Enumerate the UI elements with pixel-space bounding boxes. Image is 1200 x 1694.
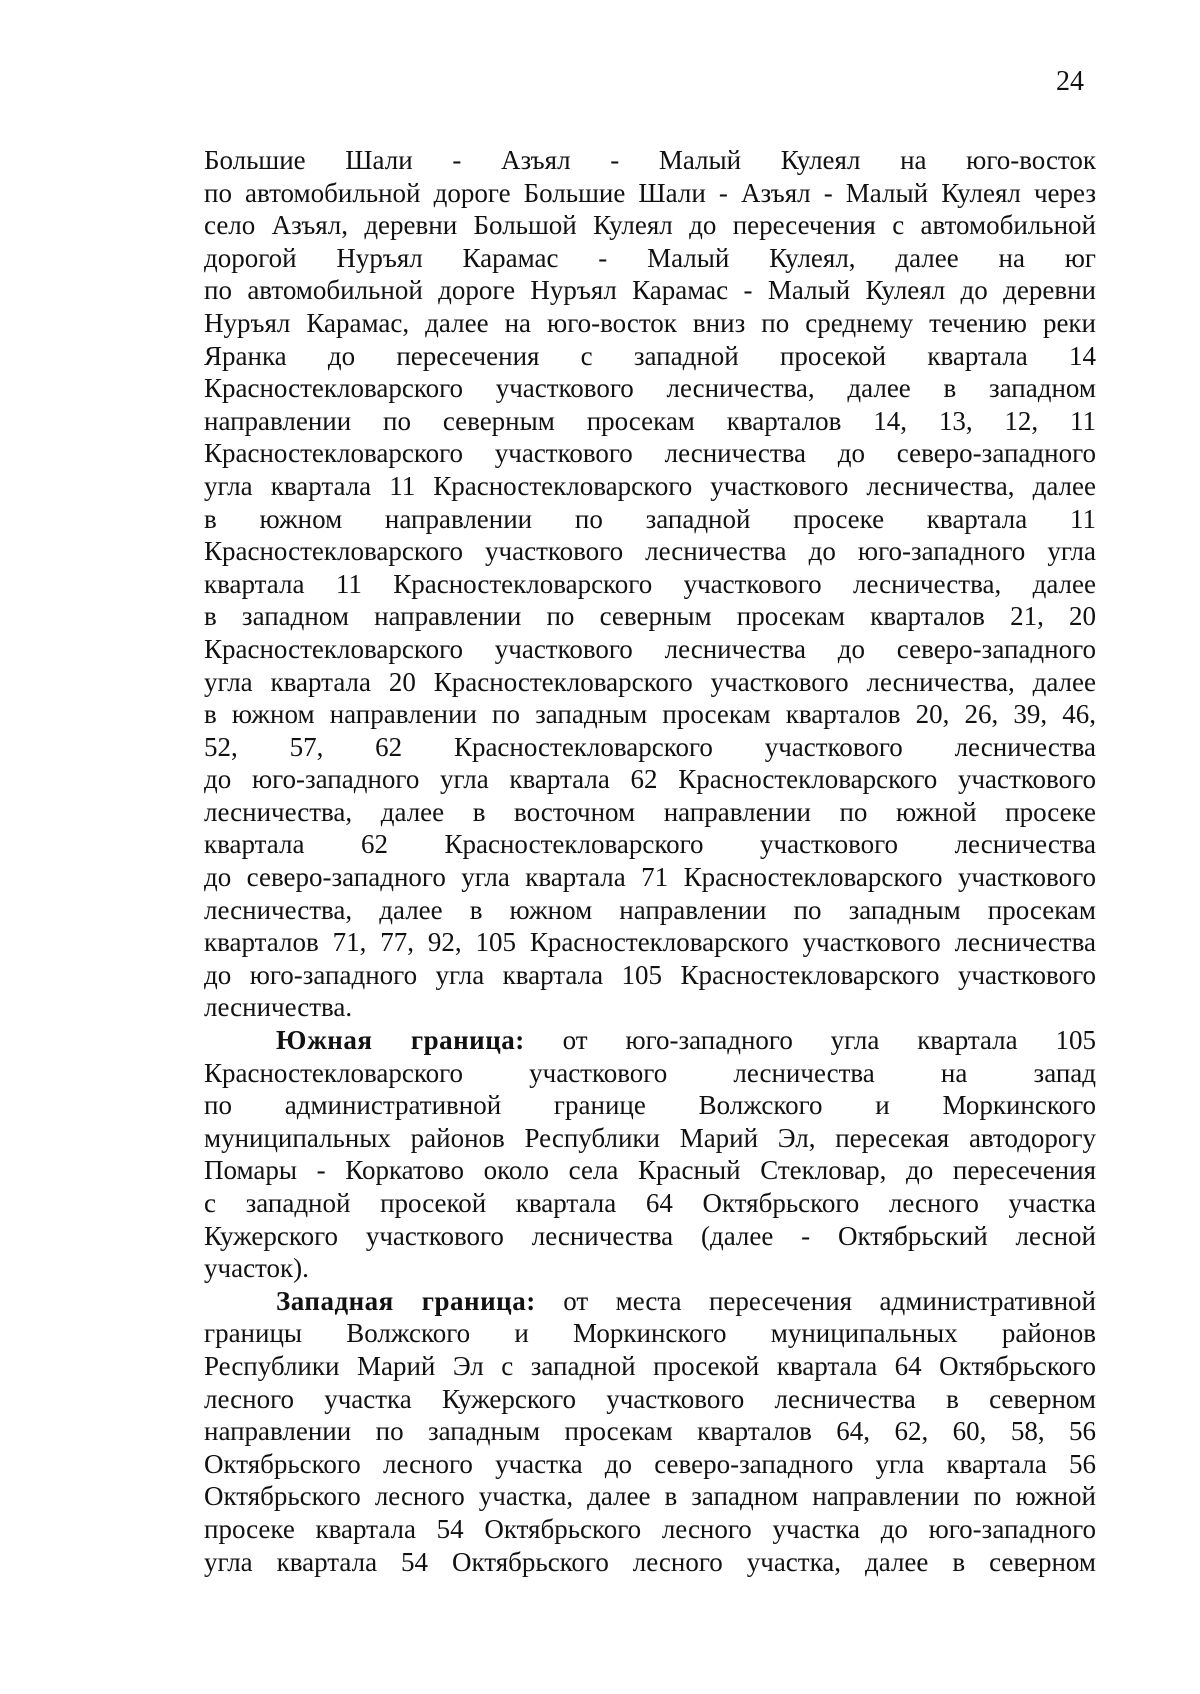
text-line: угла квартала 20 Красностекловарского участкового лесничества, далее: [204, 666, 1096, 697]
west-boundary-first-line: от места пересечения административной: [563, 1285, 1096, 1316]
paragraph-north-east-continuation: [204, 144, 1096, 1024]
paragraph-west-boundary: [204, 1285, 1096, 1578]
text-line: кварталов 71, 77, 92, 105 Красностекловарского участкового лесничества: [204, 927, 1096, 958]
text-line: просеке квартала 54 Октябрьского лесного участка до юго-западного: [204, 1513, 1096, 1544]
text-line: по автомобильной дороге Большие Шали - Азъял - Малый Кулеял через: [204, 177, 1096, 208]
text-line: Красностекловарского участкового лесничества, далее в западном: [204, 373, 1096, 404]
text-line: Октябрьского лесного участка до северо-западного угла квартала 56: [204, 1448, 1096, 1479]
text-line: [204, 1024, 1096, 1057]
text-line: по автомобильной дороге Нуръял Карамас - Малый Кулеял до деревни: [204, 275, 1096, 306]
text-line: Октябрьского лесного участка, далее в западном направлении по южной: [204, 1481, 1096, 1512]
text-line: муниципальных районов Республики Марий Эл, пересекая автодорогу: [204, 1122, 1096, 1153]
text-line: по административной границе Волжского и Моркинского: [204, 1090, 1096, 1121]
west-boundary-heading: Западная граница:: [276, 1285, 536, 1316]
text-line: Красностекловарского участкового лесничества до северо-западного: [204, 438, 1096, 469]
paragraph-south-boundary: [204, 1024, 1096, 1285]
text-line: в южном направлении по западным просекам кварталов 20, 26, 39, 46,: [204, 699, 1096, 730]
text-line: до юго-западного угла квартала 105 Красностекловарского участкового: [204, 959, 1096, 990]
text-line: лесного участка Кужерского участкового лесничества в северном: [204, 1383, 1096, 1414]
text-line: Красностекловарского участкового лесничества до северо-западного: [204, 633, 1096, 664]
page-number: 24: [1056, 66, 1084, 97]
text-line: лесничества, далее в восточном направлении по южной просеке: [204, 796, 1096, 827]
text-line: 52, 57, 62 Красностекловарского участкового лесничества: [204, 731, 1096, 762]
text-line: границы Волжского и Моркинского муниципальных районов: [204, 1318, 1096, 1349]
text-line: с западной просекой квартала 64 Октябрьского лесного участка: [204, 1188, 1096, 1218]
text-line: направлении по западным просекам кварталов 64, 62, 60, 58, 56: [204, 1416, 1096, 1447]
document-body: [204, 144, 1096, 1578]
text-line: Красностекловарского участкового лесничества до юго-западного угла: [204, 536, 1096, 567]
text-line: Кужерского участкового лесничества (далее - Октябрьский лесной: [204, 1220, 1096, 1251]
text-line: лесничества.: [204, 992, 353, 1023]
text-line: [204, 1285, 1096, 1318]
text-line: Помары - Коркатово около села Красный Стекловар, до пересечения: [204, 1155, 1096, 1186]
south-boundary-heading: Южная граница:: [276, 1025, 525, 1056]
text-line: Большие Шали - Азъял - Малый Кулеял на юго-восток: [204, 145, 1096, 175]
text-line: до юго-западного угла квартала 62 Красностекловарского участкового: [204, 764, 1096, 795]
text-line: угла квартала 11 Красностекловарского участкового лесничества, далее: [204, 470, 1096, 501]
text-line: в западном направлении по северным просекам кварталов 21, 20: [204, 601, 1096, 632]
text-line: в южном направлении по западной просеке квартала 11: [204, 503, 1096, 534]
text-line: дорогой Нуръял Карамас - Малый Кулеял, далее на юг: [204, 242, 1096, 273]
text-line: до северо-западного угла квартала 71 Красностекловарского участкового: [204, 862, 1096, 893]
text-line: Яранка до пересечения с западной просекой квартала 14: [204, 340, 1096, 371]
text-line: направлении по северным просекам кварталов 14, 13, 12, 11: [204, 405, 1096, 436]
text-line: квартала 11 Красностекловарского участкового лесничества, далее: [204, 568, 1096, 599]
text-line: Нуръял Карамас, далее на юго-восток вниз по среднему течению реки: [204, 307, 1096, 338]
text-line: Республики Марий Эл с западной просекой квартала 64 Октябрьского: [204, 1350, 1096, 1381]
text-line: квартала 62 Красностекловарского участкового лесничества: [204, 829, 1096, 860]
text-line: угла квартала 54 Октябрьского лесного участка, далее в северном: [204, 1546, 1096, 1577]
south-boundary-first-line: от юго-западного угла квартала 105: [562, 1025, 1096, 1056]
text-line: участок).: [204, 1253, 309, 1284]
text-line: лесничества, далее в южном направлении по западным просекам: [204, 894, 1096, 925]
text-line: Красностекловарского участкового лесничества на запад: [204, 1057, 1096, 1088]
text-line: село Азъял, деревни Большой Кулеял до пересечения с автомобильной: [204, 210, 1096, 241]
